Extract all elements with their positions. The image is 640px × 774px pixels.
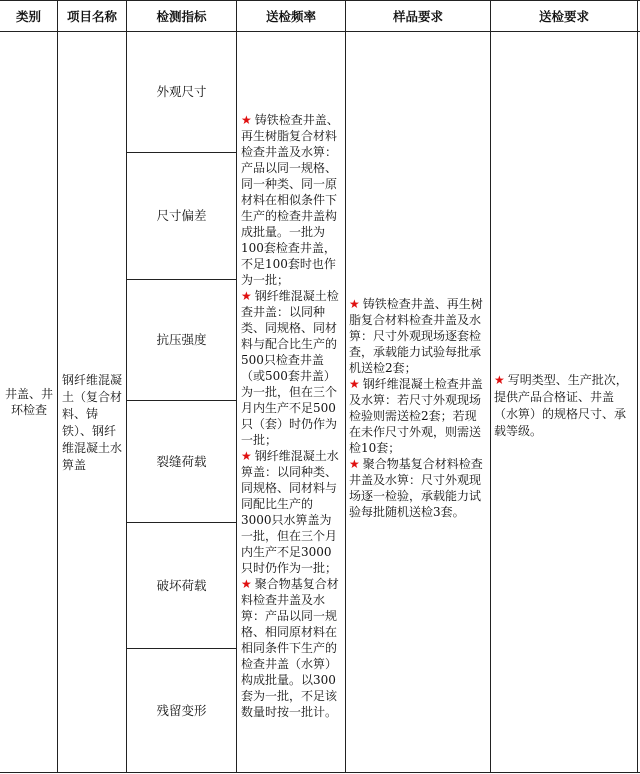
- column-divider: [345, 0, 346, 773]
- header-category: 类别: [15, 9, 41, 24]
- sample-item-text: 聚合物基复合材料检查井盖及水箅：尺寸外观现场逐一检验，承载能力试验每批随机送检3套。: [349, 457, 483, 519]
- indicator-cell: [127, 649, 236, 772]
- frequency-item-text: 铸铁检查井盖、再生树脂复合材料检查井盖及水箅：产品以同一规格、同一种类、同一原材料在相似条件下生产的检查井盖构成批量。一批为100套检查井盖，不足100套时也作为一批；: [241, 113, 339, 287]
- frequency-item-text: 钢纤维混凝土水箅盖：以同种类、同规格、同材料与同配比生产的3000只水箅盖为一批，但在三个月内生产不足3000只时仍作为一批；: [241, 449, 339, 575]
- frequency-item: [241, 576, 343, 720]
- indicator-compressive-strength: 抗压强度: [156, 332, 207, 347]
- indicator-cell: [127, 153, 236, 279]
- column-divider: [236, 0, 237, 773]
- sample-item: [349, 296, 487, 376]
- star-icon: ★: [349, 297, 360, 311]
- star-icon: ★: [241, 449, 252, 463]
- frequency-cell: [241, 112, 343, 720]
- star-icon: ★: [241, 289, 252, 303]
- sample-requirement-cell: [349, 296, 487, 520]
- header-divider: [0, 31, 640, 32]
- indicator-appearance-size: 外观尺寸: [156, 84, 207, 99]
- delivery-requirement-cell: [494, 372, 634, 440]
- delivery-item-text: 写明类型、生产批次，提供产品合格证、井盖（水箅）的规格尺寸、承载等级。: [494, 373, 628, 438]
- indicator-cell: [127, 523, 236, 648]
- sample-item-text: 铸铁检查井盖、再生树脂复合材料检查井盖及水箅：尺寸外观现场逐套检查，承载能力试验每批承机送检2套；: [349, 297, 483, 375]
- frequency-item-text: 钢纤维混凝土检查井盖：以同种类、同规格、同材料与配合比生产的500只检查井盖（或500套井盖）为一批，但在三个月内生产不足500只（套）时仍作为一批；: [241, 289, 339, 447]
- frequency-item: [241, 448, 343, 576]
- frequency-item: [241, 112, 343, 288]
- star-icon: ★: [349, 457, 360, 471]
- star-icon: ★: [349, 377, 360, 391]
- header-indicator: 检测指标: [156, 9, 207, 24]
- sample-item-text: 钢纤维混凝土检查井盖及水箅：若尺寸外观现场检验则需送检2套；若现在未作尺寸外观，则需送检10套；: [349, 377, 483, 455]
- star-icon: ★: [241, 113, 252, 127]
- indicator-cell: [127, 32, 236, 152]
- header-frequency: 送检频率: [265, 9, 316, 24]
- header-sample-requirement: 样品要求: [392, 9, 443, 24]
- indicator-size-deviation: 尺寸偏差: [156, 208, 207, 223]
- column-divider: [57, 0, 58, 773]
- category-text: 井盖、井环检查: [4, 387, 53, 417]
- project-name-text: 钢纤维混凝土（复合材料、铸铁）、钢纤维混凝土水箅盖: [62, 373, 123, 472]
- star-icon: ★: [241, 577, 252, 591]
- table-border-bottom: [0, 772, 640, 773]
- header-project-name: 项目名称: [66, 9, 117, 24]
- table-border-right: [637, 0, 638, 773]
- delivery-item: [494, 372, 634, 440]
- frequency-item-text: 聚合物基复合材料检查井盖及水箅：产品以同一规格、相同原材料在相同条件下生产的检查井盖（水箅）构成批量。以300套为一批，不足该数量时按一批计。: [241, 577, 339, 719]
- header-delivery-requirement: 送检要求: [538, 9, 589, 24]
- indicator-residual-deformation: 残留变形: [156, 702, 207, 718]
- indicator-cell: [127, 280, 236, 400]
- sample-item: [349, 376, 487, 456]
- column-divider: [490, 0, 491, 773]
- category-cell: [2, 32, 56, 772]
- frequency-item: [241, 288, 343, 448]
- star-icon: ★: [494, 373, 505, 387]
- indicator-cell: [127, 401, 236, 522]
- indicator-failure-load: 破坏荷载: [156, 577, 207, 593]
- indicator-crack-load: 裂缝荷载: [156, 453, 207, 469]
- sample-item: [349, 456, 487, 520]
- project-name-cell: [62, 372, 124, 474]
